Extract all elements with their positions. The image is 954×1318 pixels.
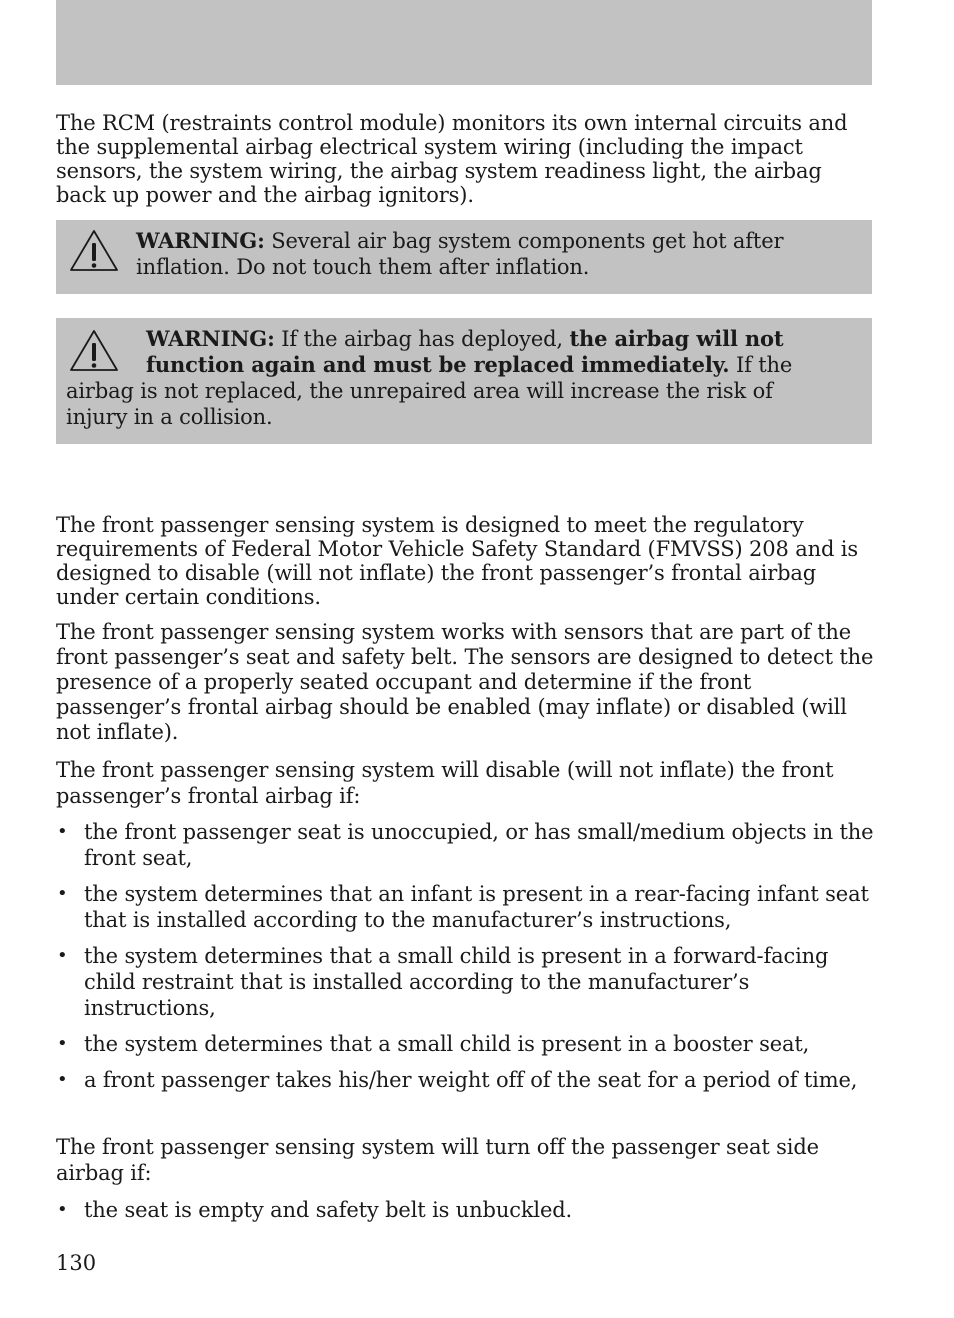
header-bar	[56, 0, 872, 85]
list-item: • the front passenger seat is unoccupied, or has small/medium objects in the front seat,	[56, 819, 874, 871]
paragraph-disable-if: The front passenger sensing system will disable (will not inflate) the front passenger’s frontal airbag if:	[56, 758, 834, 808]
list-item: • the seat is empty and safety belt is unbuckled.	[56, 1197, 874, 1223]
warning-body-a: If the airbag has deployed,	[274, 327, 570, 351]
paragraph-fmvss: The front passenger sensing system is designed to meet the regulatory requirements of Federal Motor Vehicle Safety Standard (FMVSS) 208 and is designed to disable (will not inflate) the front passenger’s frontal airbag under certain conditions.	[56, 513, 858, 609]
warning-text	[136, 228, 856, 280]
disable-conditions-list	[56, 819, 874, 1093]
warning-label: WARNING:	[146, 326, 275, 351]
list-item: • a front passenger takes his/her weight off of the seat for a period of time,	[56, 1067, 874, 1093]
warning-body-b: If the airbag is not replaced, the unrepaired area will increase the risk of injury in a collision.	[66, 353, 793, 429]
warning-emphasis: the airbag will not function again and must be replaced immediately.	[146, 326, 784, 377]
warning-label: WARNING:	[136, 228, 265, 253]
warning-text	[66, 326, 806, 430]
warning-body: Several air bag system components get hot after inflation. Do not touch them after inflation.	[136, 229, 784, 279]
warning-box-deployed-airbag	[56, 318, 872, 444]
paragraph-sensors: The front passenger sensing system works with sensors that are part of the front passenger’s seat and safety belt. The sensors are designed to detect the presence of a properly seated occupant and determine if the front passenger’s frontal airbag should be enabled (may inflate) or disabled (will not inflate).	[56, 620, 874, 744]
warning-box-hot-components	[56, 220, 872, 294]
page-number: 130	[56, 1251, 97, 1275]
list-item: • the system determines that a small child is present in a forward-facing child restraint that is installed according to the manufacturer’s instructions,	[56, 943, 874, 1021]
warning-triangle-icon	[68, 228, 120, 274]
intro-paragraph: The RCM (restraints control module) monitors its own internal circuits and the supplemental airbag electrical system wiring (including the impact sensors, the system wiring, the airbag system readiness light, the airbag back up power and the airbag ignitors).	[56, 111, 848, 207]
warning-text-wrap	[56, 326, 816, 430]
list-item: • the system determines that a small child is present in a booster seat,	[56, 1031, 874, 1057]
list-item: • the system determines that an infant is present in a rear-facing infant seat that is installed according to the manufacturer’s instructions,	[56, 881, 874, 933]
side-airbag-conditions-list	[56, 1197, 874, 1223]
paragraph-side-airbag: The front passenger sensing system will turn off the passenger seat side airbag if:	[56, 1135, 819, 1185]
